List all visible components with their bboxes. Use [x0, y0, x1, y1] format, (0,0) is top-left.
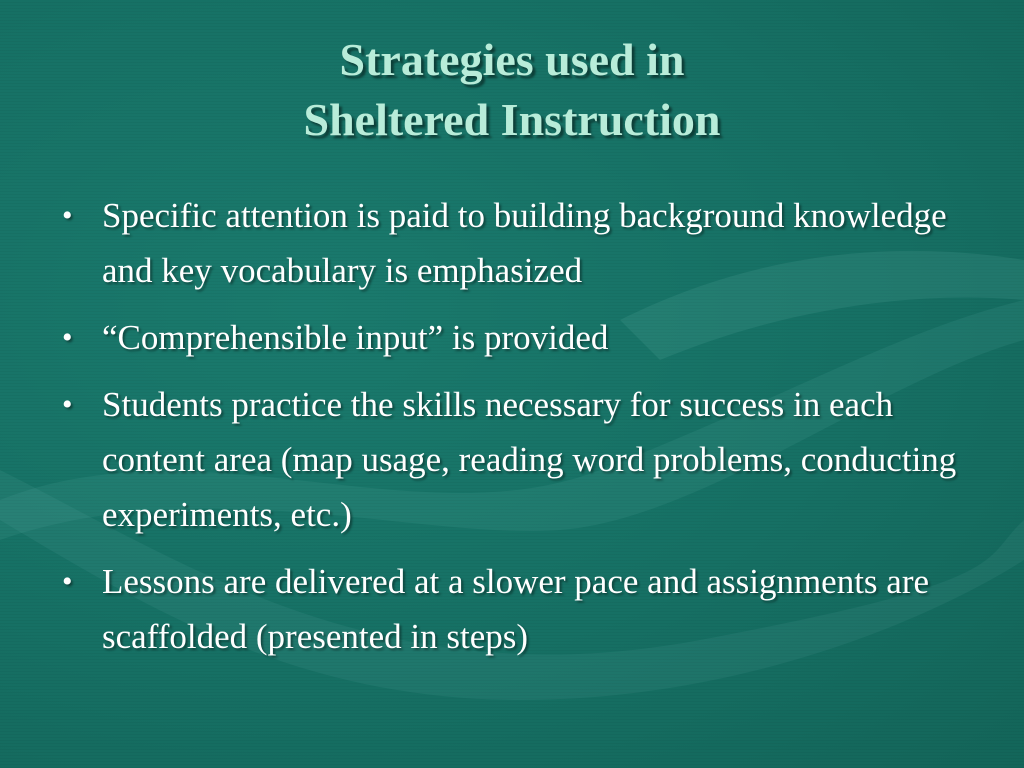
slide-title: [0, 30, 1024, 150]
bullet-dot-icon: •: [62, 565, 73, 598]
bullet-text: “Comprehensible input” is provided: [102, 318, 609, 357]
bullet-list: [60, 188, 980, 676]
bullet-text: Students practice the skills necessary for success in each content area (map usage, reading word problems, conducting experiments, etc.): [102, 385, 957, 534]
bullet-item: [60, 310, 980, 365]
bullet-item: [60, 377, 980, 542]
bullet-item: [60, 554, 980, 664]
bullet-item: [60, 188, 980, 298]
title-line-1: Strategies used in: [339, 34, 685, 85]
title-line-2: Sheltered Instruction: [303, 94, 721, 145]
bullet-dot-icon: •: [62, 199, 73, 232]
bullet-text: Specific attention is paid to building background knowledge and key vocabulary is emphasized: [102, 196, 947, 290]
bullet-text: Lessons are delivered at a slower pace and assignments are scaffolded (presented in steps): [102, 562, 930, 656]
bullet-dot-icon: •: [62, 388, 73, 421]
bullet-dot-icon: •: [62, 321, 73, 354]
